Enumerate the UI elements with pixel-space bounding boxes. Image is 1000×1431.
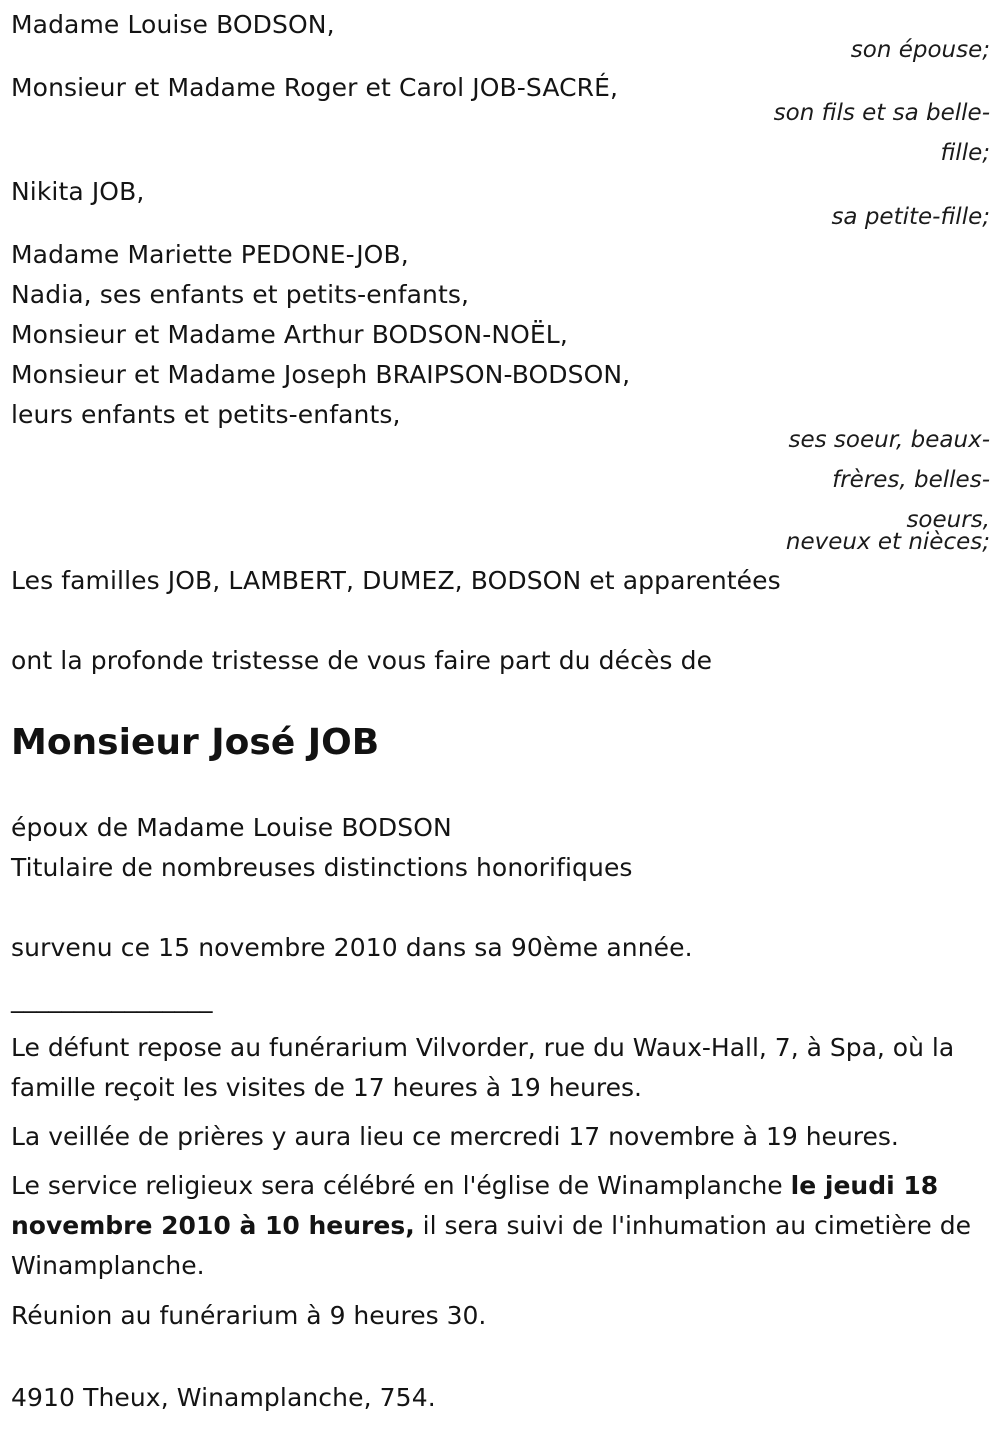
sibling-line: Madame Mariette PEDONE-JOB,: [11, 240, 409, 269]
detail-service: [11, 1166, 991, 1286]
detail-meeting: Réunion au funérarium à 9 heures 30.: [11, 1301, 487, 1330]
detail-vigil: La veillée de prières y aura lieu ce mercredi 17 novembre à 19 heures.: [11, 1122, 899, 1151]
sibling-line: Monsieur et Madame Arthur BODSON-NOËL,: [11, 320, 568, 349]
spouse-name: Madame Louise BODSON,: [11, 10, 335, 39]
siblings-role-line: soeurs,: [906, 507, 990, 533]
spouse-role: son épouse;: [850, 37, 990, 63]
son-name: Monsieur et Madame Roger et Carol JOB-SACRÉ,: [11, 73, 619, 102]
deceased-spouse-line: époux de Madame Louise BODSON: [11, 813, 452, 842]
address: 4910 Theux, Winamplanche, 754.: [11, 1383, 436, 1412]
sibling-line: Monsieur et Madame Joseph BRAIPSON-BODSON,: [11, 360, 631, 389]
separator: ________________: [11, 984, 213, 1013]
service-date-bold: le jeudi 18 novembre 2010 à 10 heures,: [11, 1171, 939, 1240]
sibling-line: Nadia, ses enfants et petits-enfants,: [11, 280, 470, 309]
siblings-role-line: frères, belles-: [832, 467, 990, 493]
deceased-distinctions: Titulaire de nombreuses distinctions honorifiques: [11, 853, 633, 882]
siblings-role-line: neveux et nièces;: [785, 529, 990, 555]
granddaughter-name: Nikita JOB,: [11, 177, 145, 206]
granddaughter-role: sa petite-fille;: [831, 204, 990, 230]
deceased-death-line: survenu ce 15 novembre 2010 dans sa 90ème année.: [11, 933, 693, 962]
siblings-role-line: ses soeur, beaux-: [788, 427, 990, 453]
service-text-post: il sera suivi de l'inhumation au cimetière de Winamplanche.: [11, 1211, 971, 1280]
detail-reposes: Le défunt repose au funérarium Vilvorder, rue du Waux-Hall, 7, à Spa, où la famille reçoit les visites de 17 heures à 19 heures.: [11, 1033, 955, 1102]
deceased-name: Monsieur José JOB: [11, 722, 380, 763]
families-line: Les familles JOB, LAMBERT, DUMEZ, BODSON et apparentées: [11, 566, 781, 595]
announcement: ont la profonde tristesse de vous faire part du décès de: [11, 646, 713, 675]
service-text-pre: Le service religieux sera célébré en l'église de Winamplanche: [11, 1171, 791, 1200]
sibling-line: leurs enfants et petits-enfants,: [11, 400, 401, 429]
son-role-line1: son fils et sa belle-: [773, 100, 990, 126]
son-role-line2: fille;: [940, 140, 990, 166]
